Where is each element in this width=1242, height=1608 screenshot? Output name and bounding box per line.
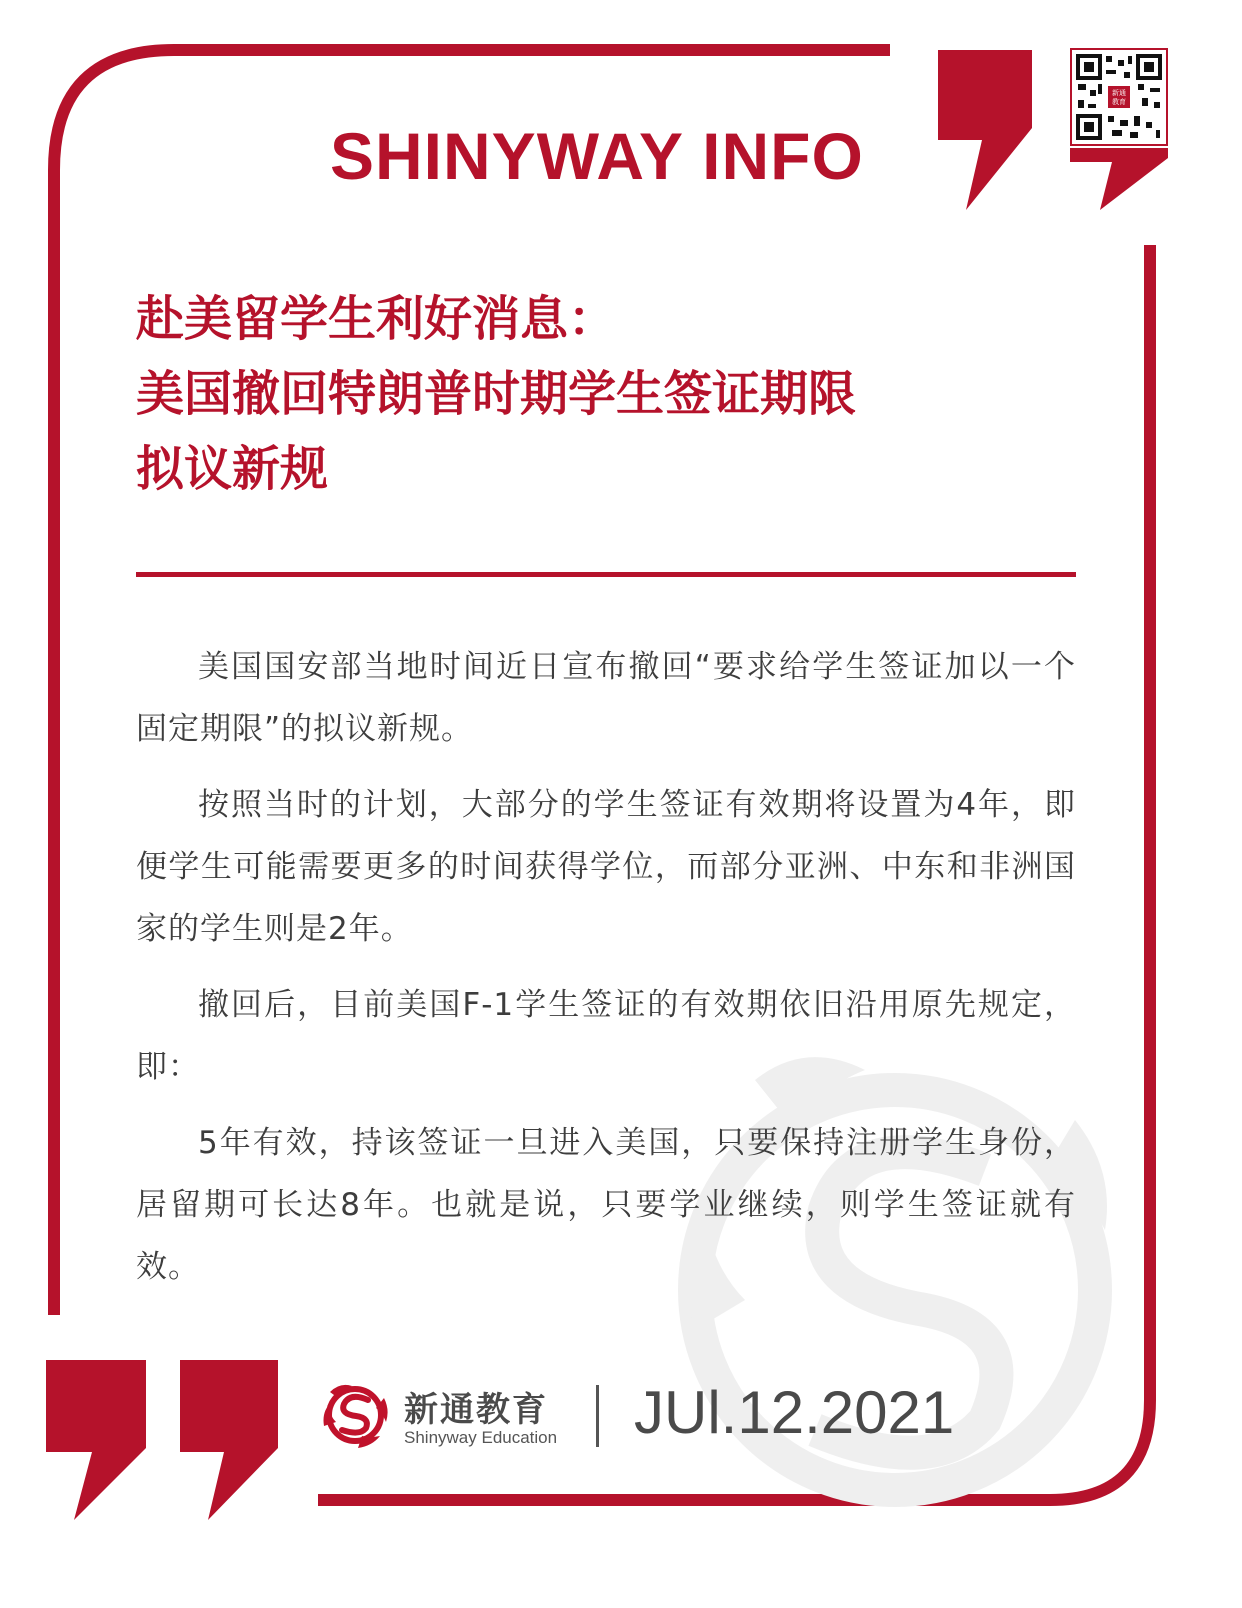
svg-text:教育: 教育	[1112, 98, 1126, 106]
article-body	[136, 636, 1076, 1312]
qr-code-pattern	[1072, 50, 1166, 144]
paragraph-3: 撤回后，目前美国F-1学生签证的有效期依旧沿用原先规定，即：	[136, 987, 1076, 1085]
paragraph-1: 美国国安部当地时间近日宣布撤回“要求给学生签证加以一个固定期限”的拟议新规。	[136, 649, 1076, 747]
paragraph-4: 5年有效，持该签证一旦进入美国，只要保持注册学生身份，居留期可长达8年。也就是说，只要学业继续，则学生签证就有效。	[136, 1125, 1076, 1285]
footer-date: JUl.12.2021	[634, 1379, 955, 1446]
header-title: SHINYWAY INFO	[330, 119, 864, 193]
headline-divider	[136, 572, 1076, 577]
footer-separator	[596, 1385, 599, 1447]
shinyway-logo-icon	[318, 1378, 392, 1452]
headline-line-1: 赴美留学生利好消息：	[136, 291, 617, 347]
brand-name-en: Shinyway Education	[404, 1428, 558, 1447]
paragraph-2: 按照当时的计划，大部分的学生签证有效期将设置为4年，即便学生可能需要更多的时间获得学位，而部分亚洲、中东和非洲国家的学生则是2年。	[136, 787, 1076, 947]
quote-mark-icon	[46, 1360, 278, 1520]
headline-line-3: 拟议新规	[136, 441, 329, 497]
brand-name-cn: 新通教育	[404, 1390, 548, 1430]
svg-text:新通: 新通	[1112, 89, 1126, 97]
headline	[136, 282, 1036, 507]
qr-code-icon	[1070, 48, 1168, 146]
headline-line-2: 美国撤回特朗普时期学生签证期限	[136, 366, 857, 422]
